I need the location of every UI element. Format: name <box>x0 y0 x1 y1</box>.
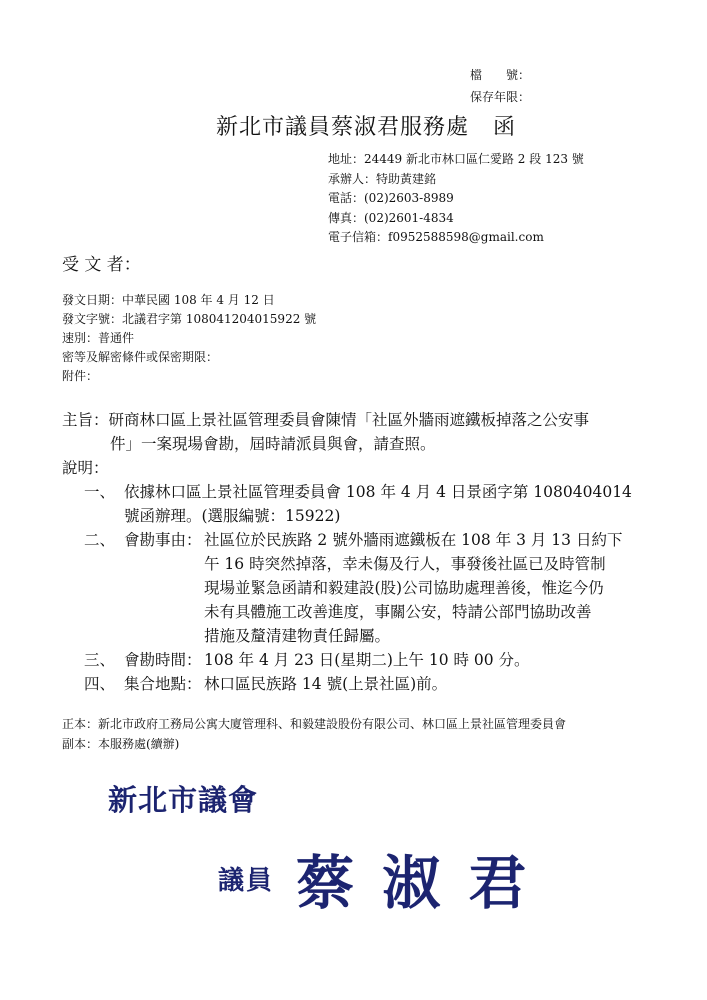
item-line: 未有具體施工改善進度，事關公安，特請公部門協助改善 <box>204 603 592 621</box>
original-recipients: 正本：新北市政府工務局公寓大廈管理科、和毅建設股份有限公司、林口區上景社區管理委員會 <box>62 717 567 731</box>
item-number: 二、 <box>84 531 116 549</box>
retention-label: 保存年限： <box>470 90 531 104</box>
item-line: 108 年 4 月 23 日(星期二)上午 10 時 00 分。 <box>204 651 530 669</box>
item-number: 三、 <box>84 651 116 669</box>
issue-date: 發文日期：中華民國 108 年 4 月 12 日 <box>62 293 275 307</box>
item-line: 林口區民族路 14 號(上景社區)前。 <box>204 675 448 693</box>
name-signature: 蔡 淑 君 <box>296 849 531 917</box>
email: 電子信箱：f0952588598@gmail.com <box>328 230 544 244</box>
subject-block <box>62 408 589 456</box>
subject-label: 主旨： <box>62 411 109 429</box>
doc-type: 函 <box>493 115 517 140</box>
item-line: 午 16 時突然掉落，幸未傷及行人，事發後社區已及時管制 <box>204 555 606 573</box>
item-number: 四、 <box>84 675 116 693</box>
item-label: 會勘事由： <box>124 531 202 549</box>
subject-line-1: 研商林口區上景社區管理委員會陳情「社區外牆雨遮鐵板掉落之公安事 <box>108 411 590 429</box>
item-line: 號函辦理。(選服編號：15922) <box>124 507 341 525</box>
subject-line-2: 件」一案現場會勘，屆時請派員與會，請查照。 <box>110 435 436 453</box>
explanation-list <box>84 480 632 696</box>
copy-recipients: 副本：本服務處(續辦) <box>62 737 180 751</box>
item-label: 集合地點： <box>124 675 202 693</box>
council-stamp: 新北市議會 <box>108 783 259 817</box>
recipient: 受 文 者： <box>62 255 141 275</box>
item-line: 社區位於民族路 2 號外牆雨遮鐵板在 108 年 3 月 13 日約下 <box>204 531 623 549</box>
issue-number: 發文字號：北議君字第 108041204015922 號 <box>62 312 317 326</box>
item-body <box>204 528 622 648</box>
item-line: 措施及釐清建物責任歸屬。 <box>204 627 391 645</box>
handler: 承辦人：特助黃建銘 <box>328 171 437 186</box>
list-item <box>84 528 632 648</box>
phone: 電話：(02)2603-8989 <box>328 191 454 205</box>
item-line: 現場並緊急函請和毅建設(股)公司協助處理善後，惟迄今仍 <box>204 579 604 597</box>
file-number-label: 檔 號： <box>470 68 531 82</box>
secrecy: 密等及解密條件或保密期限： <box>62 350 219 364</box>
fax: 傳真：(02)2601-4834 <box>328 210 454 225</box>
meta-block <box>62 291 316 386</box>
list-item <box>84 480 632 528</box>
distribution-block <box>62 714 566 754</box>
role-stamp: 議員 <box>218 866 275 896</box>
speed: 速別：普通件 <box>62 331 135 345</box>
contact-block <box>328 150 584 248</box>
list-item <box>84 672 632 696</box>
item-label: 會勘時間： <box>124 651 202 669</box>
address: 地址：24449 新北市林口區仁愛路 2 段 123 號 <box>328 152 584 166</box>
document-title <box>216 110 516 141</box>
item-number: 一、 <box>84 483 116 501</box>
item-body <box>124 480 632 528</box>
org-name: 新北市議員蔡淑君服務處 <box>216 115 470 140</box>
item-line: 依據林口區上景社區管理委員會 108 年 4 月 4 日景函字第 1080404014 <box>124 483 632 501</box>
list-item <box>84 648 632 672</box>
explanation-label: 說明： <box>62 459 109 477</box>
attachment: 附件： <box>62 369 99 383</box>
